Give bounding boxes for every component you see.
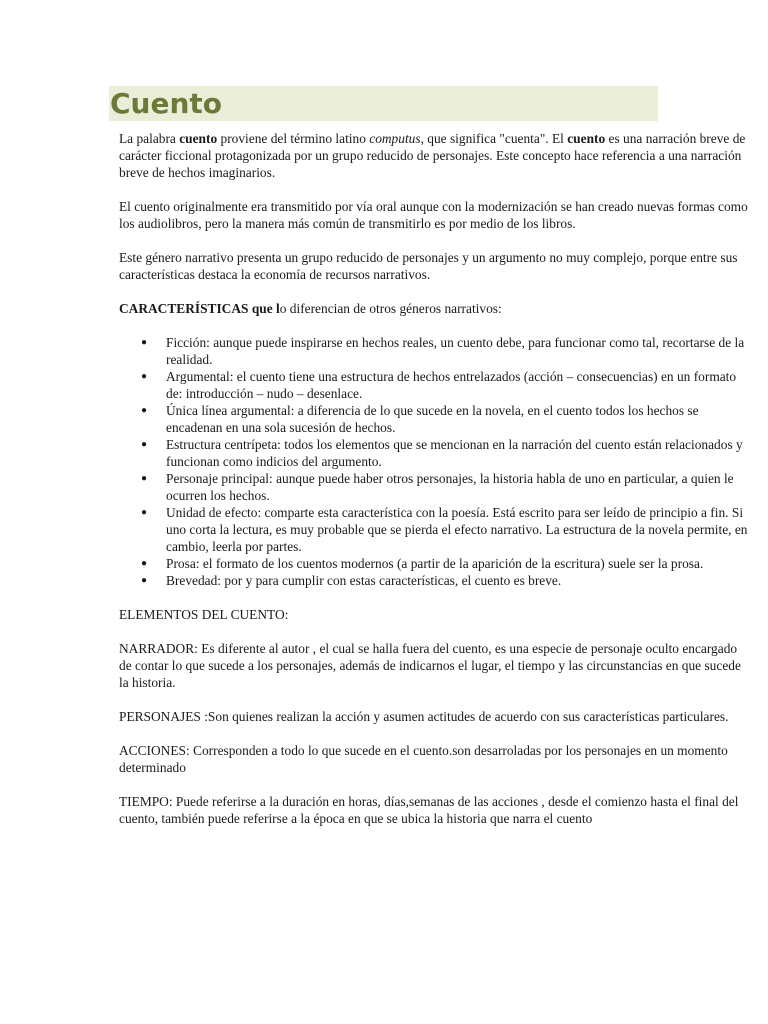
characteristics-heading-bold: CARACTERÍSTICAS que l	[119, 301, 280, 316]
bullet-icon: ●	[141, 507, 148, 518]
intro-bold-cuento-2: cuento	[567, 131, 606, 146]
list-item-text: Brevedad: por y para cumplir con estas características, el cuento es breve.	[166, 573, 562, 588]
intro-italic-computus: computus	[369, 131, 421, 146]
list-item-text: Prosa: el formato de los cuentos modernos (a partir de la aparición de la escritura) suele ser la prosa.	[166, 556, 704, 571]
bullet-icon: ●	[141, 473, 148, 484]
list-item	[119, 504, 749, 555]
intro-text-3: , que significa "cuenta". El	[420, 131, 568, 146]
list-item	[119, 368, 749, 402]
intro-text-2: proviene del término latino	[217, 131, 370, 146]
intro-text-4: es una narración breve de carácter ficcional protagonizada por un grupo reducido de personajes. Este concepto hace referencia a una narración breve de hechos imaginarios.	[119, 131, 746, 180]
bullet-icon: ●	[141, 439, 148, 450]
elements-heading: ELEMENTOS DEL CUENTO:	[119, 607, 289, 622]
list-item-text: Argumental: el cuento tiene una estructura de hechos entrelazados (acción – consecuencias) en un formato de: introducción – nudo – desenlace.	[166, 369, 737, 401]
bullet-icon: ●	[141, 337, 148, 348]
list-item	[119, 572, 749, 589]
list-item-text: Personaje principal: aunque puede haber otros personajes, la historia habla de uno en particular, a quien le ocurren los hechos.	[166, 471, 734, 503]
list-item-text: Ficción: aunque puede inspirarse en hechos reales, un cuento debe, para funcionar como tal, recortarse de la realidad.	[166, 335, 745, 367]
page-title: Cuento	[110, 87, 223, 120]
list-item	[119, 470, 749, 504]
list-item	[119, 555, 749, 572]
list-item	[119, 402, 749, 436]
bullet-icon: ●	[141, 405, 148, 416]
genre-paragraph: Este género narrativo presenta un grupo reducido de personajes y un argumento no muy complejo, porque entre sus características destaca la economía de recursos narrativos.	[119, 250, 738, 282]
list-item-text: Estructura centrípeta: todos los elementos que se mencionan en la narración del cuento están relacionados y funcionan como indicios del argumento.	[166, 437, 743, 469]
characteristics-heading-rest: o diferencian de otros géneros narrativos:	[279, 301, 502, 316]
intro-bold-cuento-1: cuento	[179, 131, 218, 146]
document-body	[119, 130, 749, 844]
oral-transmission-paragraph: El cuento originalmente era transmitido por vía oral aunque con la modernización se han creado nuevas formas como los audiolibros, pero la manera más común de transmitirlo es por medio de los libros.	[119, 199, 748, 231]
characteristics-list	[119, 334, 749, 589]
tiempo-paragraph: TIEMPO: Puede referirse a la duración en horas, días,semanas de las acciones , desde el comienzo hasta el final del cuento, también puede referirse a la época en que se ubica la historia que narra el cuento	[119, 794, 739, 826]
list-item-text: Unidad de efecto: comparte esta característica con la poesía. Está escrito para ser leído de principio a fin. Si uno corta la lectura, es muy probable que se pierda el efecto narrativo. La estructura de la novela permite, en cambio, leerla por partes.	[166, 505, 748, 554]
list-item-text: Única línea argumental: a diferencia de lo que sucede en la novela, en el cuento todos los hechos se encadenan en una sola sucesión de hechos.	[166, 403, 699, 435]
list-item	[119, 334, 749, 368]
bullet-icon: ●	[141, 371, 148, 382]
narrador-paragraph: NARRADOR: Es diferente al autor , el cual se halla fuera del cuento, es una especie de personaje oculto encargado de contar lo que sucede a los personajes, además de indicarnos el lugar, el tiempo y las circunstancias en que sucede la historia.	[119, 641, 741, 690]
intro-text-1: La palabra	[119, 131, 180, 146]
acciones-paragraph: ACCIONES: Corresponden a todo lo que sucede en el cuento.son desarroladas por los personajes en un momento determinado	[119, 743, 728, 775]
personajes-paragraph: PERSONAJES :Son quienes realizan la acción y asumen actitudes de acuerdo con sus características particulares.	[119, 709, 729, 724]
bullet-icon: ●	[141, 558, 148, 569]
list-item	[119, 436, 749, 470]
characteristics-heading	[119, 300, 749, 317]
bullet-icon: ●	[141, 575, 148, 586]
intro-paragraph	[119, 130, 749, 181]
